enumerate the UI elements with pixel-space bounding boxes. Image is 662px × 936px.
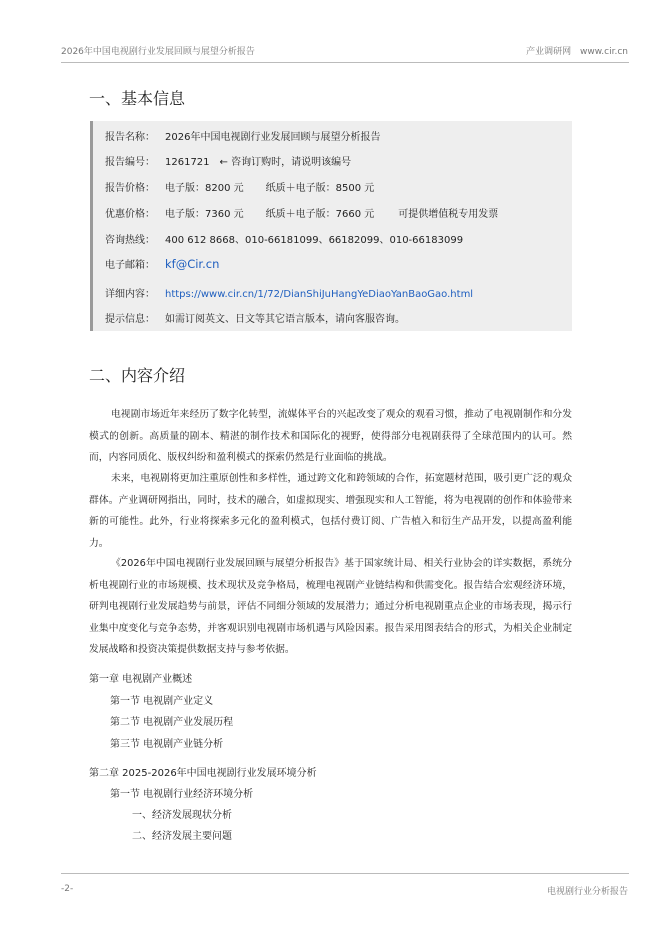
header-doc-title: 2026年中国电视剧行业发展回顾与展望分析报告 — [61, 47, 255, 57]
intro-paragraph-2: 未来，电视剧将更加注重原创性和多样性，通过跨文化和跨领域的合作，拓宽题材范围，吸引更广泛的观众群体。产业调研网指出，同时，技术的融合，如虚拟现实、增强现实和人工智能，将为电视剧的创作和体验带来新的可能性。此外，行业将探索多元化的盈利模式，包括付费订阅、广告植入和衍生产品开发，以提高盈利能力。 — [89, 473, 572, 549]
toc-section[interactable]: 第一节 电视剧行业经济环境分析 — [110, 789, 254, 800]
header-site-url[interactable]: www.cir.cn — [580, 47, 628, 57]
footer-divider — [61, 873, 629, 874]
info-row-report-name — [105, 128, 380, 143]
info-label: 报告编号： — [105, 157, 155, 168]
footer-report-name: 电视剧行业分析报告 — [546, 887, 628, 897]
toc-section[interactable]: 第三节 电视剧产业链分析 — [110, 739, 224, 750]
info-row-report-id — [105, 153, 351, 168]
header-site-name: 产业调研网 — [526, 47, 572, 57]
info-row-email — [105, 256, 219, 271]
email-link[interactable]: kf@Cir.cn — [165, 257, 220, 271]
info-row-tip — [105, 310, 405, 325]
detail-url-link[interactable]: https://www.cir.cn/1/72/DianShiJuHangYeDiaoYanBaoGao.html — [165, 289, 474, 300]
toc-section[interactable]: 第一节 电视剧产业定义 — [110, 696, 214, 707]
info-row-price — [105, 179, 374, 194]
info-label: 报告名称： — [105, 132, 155, 143]
info-value-print: 纸质＋电子版：7660 元 — [265, 209, 375, 220]
basic-info-box — [90, 121, 572, 331]
toc-section[interactable]: 第二节 电视剧产业发展历程 — [110, 717, 234, 728]
info-value-electronic: 电子版：8200 元 — [165, 183, 244, 194]
info-row-detail-url — [105, 285, 473, 300]
toc-subsection[interactable]: 一、经济发展现状分析 — [132, 810, 232, 821]
info-value-print: 纸质＋电子版：8500 元 — [265, 183, 375, 194]
intro-paragraph-1: 电视剧市场近年来经历了数字化转型，流媒体平台的兴起改变了观众的观看习惯，推动了电视剧制作和分发模式的创新。高质量的剧本、精湛的制作技术和国际化的视野，使得部分电视剧获得了全球范围内的认可。然而，内容同质化、版权纠纷和盈利模式的探索仍然是行业面临的挑战。 — [89, 409, 572, 463]
info-value: 400 612 8668、010-66181099、66182099、010-66183099 — [165, 235, 464, 246]
toc-subsection[interactable]: 二、经济发展主要问题 — [132, 831, 232, 842]
intro-paragraph-3: 《2026年中国电视剧行业发展回顾与展望分析报告》基于国家统计局、相关行业协会的详实数据，系统分析电视剧行业的市场规模、技术现状及竞争格局，梳理电视剧产业链结构和供需变化。报告结合宏观经济环境，研判电视剧行业发展趋势与前景，评估不同细分领域的发展潜力；通过分析电视剧重点企业的市场表现，揭示行业集中度变化与竞争态势，并客观识别电视剧市场机遇与风险因素。报告采用图表结合的形式，为相关企业制定发展战略和投资决策提供数据支持与参考依据。 — [89, 558, 572, 655]
info-label: 报告价格： — [105, 183, 155, 194]
info-value-invoice: 可提供增值税专用发票 — [398, 209, 499, 220]
page-number: -2- — [61, 884, 74, 894]
info-note: ← 咨询订购时，请说明该编号 — [219, 157, 352, 168]
info-row-discount-price — [105, 205, 498, 220]
info-value: 如需订阅英文、日文等其它语言版本，请向客服咨询。 — [165, 314, 405, 325]
info-label: 提示信息： — [105, 314, 155, 325]
page-header — [0, 0, 662, 62]
header-divider — [61, 62, 629, 63]
info-label: 咨询热线： — [105, 235, 155, 246]
info-value: 2026年中国电视剧行业发展回顾与展望分析报告 — [165, 132, 381, 143]
section-title-content-intro: 二、内容介绍 — [89, 366, 186, 385]
info-value: 1261721 — [165, 157, 210, 168]
header-site — [526, 44, 628, 57]
info-label: 详细内容： — [105, 289, 155, 300]
info-label: 电子邮箱： — [105, 260, 155, 271]
section-title-basic-info: 一、基本信息 — [89, 89, 186, 108]
info-label: 优惠价格： — [105, 209, 155, 220]
toc-chapter[interactable]: 第一章 电视剧产业概述 — [89, 674, 193, 685]
info-value-electronic: 电子版：7360 元 — [165, 209, 244, 220]
info-row-hotline — [105, 231, 463, 246]
toc-chapter[interactable]: 第二章 2025-2026年中国电视剧行业发展环境分析 — [89, 768, 317, 779]
